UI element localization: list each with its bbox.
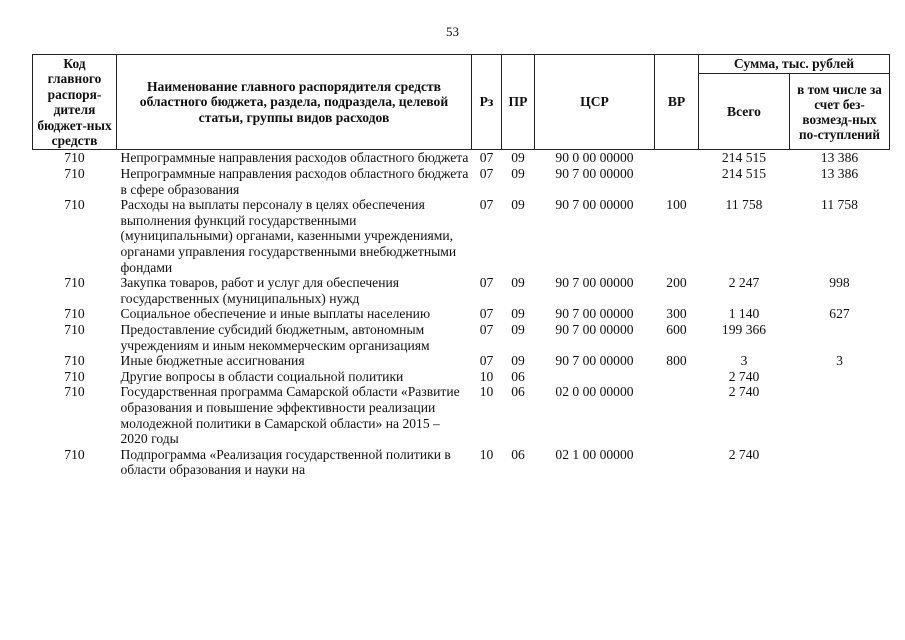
cell-code: 710	[64, 197, 85, 213]
cell-name: Социальное обеспечение и иные выплаты населению	[120, 306, 431, 322]
cell-name: Предоставление субсидий бюджетным, автономным учреждениям и иным некоммерческим организациям	[120, 321, 430, 353]
header-all: Всего	[699, 74, 790, 150]
cell-csr: 90 7 00 00000	[555, 321, 634, 337]
header-bez: в том числе за счет без-возмезд-ных по-ступлений	[790, 74, 890, 150]
header-name: Наименование главного распорядителя средств областного бюджета, раздела, подраздела, целевой статьи, группы видов расходов	[117, 55, 472, 150]
cell-code: 710	[64, 275, 85, 291]
cell-bez: 627	[829, 306, 850, 322]
cell-code: 710	[64, 150, 85, 166]
cell-all: 2 740	[728, 446, 760, 462]
table-row	[33, 275, 890, 306]
table-row	[33, 369, 890, 385]
cell-code: 710	[64, 384, 85, 400]
cell-pr: 09	[511, 353, 525, 369]
cell-bez: 13 386	[820, 166, 859, 182]
cell-all: 199 366	[721, 321, 767, 337]
cell-name: Подпрограмма «Реализация государственной политики в области образования и науки на	[120, 446, 451, 478]
cell-name: Иные бюджетные ассигнования	[120, 353, 305, 369]
budget-table	[32, 54, 890, 478]
cell-bez	[790, 369, 890, 385]
cell-pr: 09	[511, 321, 525, 337]
table-row	[33, 384, 890, 446]
cell-all: 214 515	[721, 150, 767, 166]
cell-bez: 13 386	[820, 150, 859, 166]
cell-bez: 998	[829, 275, 850, 291]
cell-name: Расходы на выплаты персоналу в целях обеспечения выполнения функций государственными (муниципальными) органами, казенными учреждениями, органами управления государственными внебюджетными фондами	[120, 197, 457, 275]
cell-rz: 07	[479, 166, 494, 182]
cell-bez: 3	[836, 353, 843, 369]
cell-all: 11 758	[725, 197, 763, 213]
header-vr: ВР	[655, 55, 699, 150]
header-rz: Рз	[472, 55, 502, 150]
cell-rz: 07	[479, 353, 494, 369]
cell-pr: 09	[511, 275, 525, 291]
cell-all: 2 740	[728, 368, 760, 384]
cell-vr	[655, 166, 699, 197]
cell-vr	[655, 447, 699, 478]
header-csr: ЦСР	[535, 55, 655, 150]
cell-csr: 90 7 00 00000	[555, 197, 634, 213]
header-code: Код главного распоря-дителя бюджет-ных средств	[33, 55, 117, 150]
cell-rz: 10	[479, 446, 494, 462]
cell-code: 710	[64, 321, 85, 337]
cell-code: 710	[64, 446, 85, 462]
cell-bez	[790, 322, 890, 353]
table-row	[33, 150, 890, 166]
cell-bez: 11 758	[821, 197, 858, 213]
cell-all: 3	[740, 353, 748, 369]
cell-rz: 07	[479, 306, 494, 322]
cell-pr: 09	[511, 150, 525, 166]
cell-vr	[655, 384, 699, 446]
cell-vr	[655, 369, 699, 385]
cell-all: 1 140	[728, 306, 760, 322]
cell-code: 710	[64, 368, 85, 384]
cell-vr: 200	[666, 275, 687, 291]
cell-rz: 07	[479, 197, 494, 213]
cell-vr: 800	[666, 353, 687, 369]
table-row	[33, 353, 890, 369]
table-row	[33, 306, 890, 322]
table-row	[33, 197, 890, 275]
cell-bez	[790, 384, 890, 446]
cell-all: 214 515	[721, 166, 767, 182]
header-sum: Сумма, тыс. рублей	[699, 55, 890, 74]
cell-csr: 90 7 00 00000	[555, 166, 634, 182]
page-number: 53	[446, 24, 459, 39]
cell-code: 710	[64, 166, 85, 182]
cell-all: 2 247	[728, 275, 760, 291]
cell-name: Непрограммные направления расходов областного бюджета	[120, 150, 469, 166]
cell-code: 710	[64, 353, 85, 369]
cell-rz: 10	[479, 384, 494, 400]
cell-csr	[535, 369, 655, 385]
cell-name: Непрограммные направления расходов областного бюджета в сфере образования	[120, 166, 469, 197]
table-row	[33, 447, 890, 478]
cell-csr: 02 0 00 00000	[555, 384, 634, 400]
cell-name: Другие вопросы в области социальной политики	[120, 368, 404, 384]
cell-rz: 07	[479, 150, 494, 166]
table-row	[33, 322, 890, 353]
cell-pr: 09	[511, 306, 525, 322]
table-body	[33, 150, 890, 478]
cell-pr: 09	[511, 166, 525, 182]
header-pr: ПР	[502, 55, 535, 150]
cell-code: 710	[64, 306, 85, 322]
cell-rz: 07	[479, 275, 494, 291]
cell-vr	[655, 150, 699, 166]
cell-vr: 300	[666, 306, 687, 322]
cell-name: Государственная программа Самарской области «Развитие образования и повышение эффективности реализации молодежной политики в Самарской области» на 2015 – 2020 годы	[120, 384, 460, 447]
cell-pr: 09	[511, 197, 525, 213]
cell-csr: 90 7 00 00000	[555, 275, 634, 291]
cell-csr: 02 1 00 00000	[555, 446, 634, 462]
cell-csr: 90 0 00 00000	[555, 150, 634, 166]
cell-pr: 06	[511, 446, 525, 462]
cell-vr: 100	[666, 197, 687, 213]
cell-rz: 07	[479, 321, 494, 337]
cell-rz: 10	[479, 368, 494, 384]
cell-bez	[790, 447, 890, 478]
cell-name: Закупка товаров, работ и услуг для обеспечения государственных (муниципальных) нужд	[120, 275, 399, 306]
cell-csr: 90 7 00 00000	[555, 306, 634, 322]
cell-csr: 90 7 00 00000	[555, 353, 634, 369]
cell-all: 2 740	[728, 384, 760, 400]
table-row	[33, 166, 890, 197]
cell-vr: 600	[666, 321, 687, 337]
cell-pr: 06	[511, 368, 525, 384]
cell-pr: 06	[511, 384, 525, 400]
